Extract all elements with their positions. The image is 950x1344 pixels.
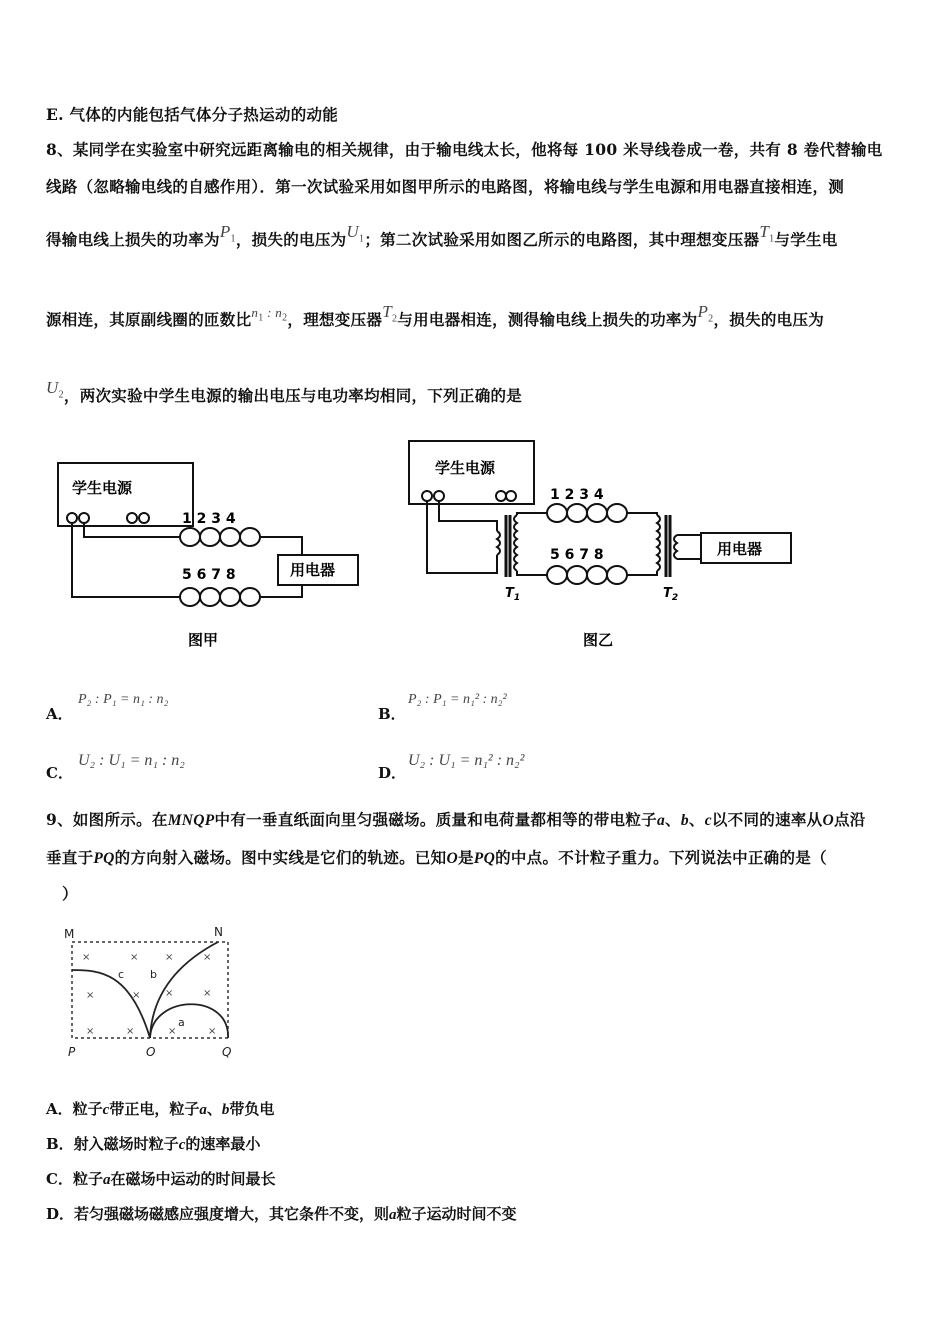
- circuit-figure-b: [405, 435, 805, 655]
- option-a-formula[interactable]: P₂ : P₁ = n₁ : n₂: [78, 692, 169, 707]
- coil-numbers-bottom: 5 6 7 8: [182, 567, 236, 583]
- figure-caption: 图乙: [583, 631, 614, 649]
- q9-line-1: 9、如图所示。在MNQP中有一垂直纸面向里匀强磁场。质量和电荷量都相等的带电粒子a、b、c以不同的速率从O点沿: [46, 810, 866, 829]
- q8-line-5: [46, 378, 523, 408]
- q9-line-3: ）: [62, 884, 78, 903]
- q8-line-2: 线路（忽略输电线的自感作用）．第一次试验采用如图甲所示的电路图，将输电线与学生电源和用电器直接相连，测: [46, 177, 845, 196]
- label-a: a: [178, 1016, 185, 1029]
- q8-text: ，理想变压器: [287, 310, 383, 329]
- t2-label: $T_2$: [663, 586, 679, 603]
- q9-option-d[interactable]: D．若匀强磁场磁感应强度增大，其它条件不变，则a粒子运动时间不变: [46, 1205, 517, 1223]
- label-b: b: [150, 968, 157, 981]
- option-d-formula[interactable]: U₂ : U₁ = n₁² : n₂²: [408, 752, 525, 769]
- option-c-formula[interactable]: U₂ : U₁ = n₁ : n₂: [78, 752, 185, 769]
- symbol-t1: $T_1$: [759, 222, 775, 245]
- circuit-figure-a: [50, 455, 370, 655]
- t1-label: $T_1$: [505, 586, 521, 603]
- figure-caption: 图甲: [188, 631, 219, 649]
- q8-text: 得输电线上损失的功率为: [46, 230, 220, 249]
- q8-text: ，损失的电压为: [713, 310, 825, 329]
- coil-numbers-bottom: 5 6 7 8: [550, 547, 604, 563]
- coil-bottom: [547, 566, 627, 584]
- symbol-ratio-n: n1 : n2: [251, 305, 288, 324]
- symbol-u1: $U_1$: [346, 222, 365, 245]
- coil-top: [180, 528, 260, 546]
- q8-line-1: 8、某同学在实验室中研究远距离输电的相关规律，由于输电线太长，他将每 100 米导线卷成一卷，共有 8 卷代替输电: [46, 140, 883, 159]
- q9-option-b[interactable]: B．射入磁场时粒子c的速率最小: [46, 1135, 261, 1153]
- load-label: 用电器: [290, 561, 336, 579]
- option-b-label[interactable]: B．: [378, 705, 406, 723]
- coil-bottom: [180, 588, 260, 606]
- label-p: P: [68, 1045, 76, 1059]
- q8-text: ，损失的电压为: [235, 230, 347, 249]
- option-b-formula[interactable]: P₂ : P₁ = n₁² : n₂²: [408, 692, 507, 707]
- q9-option-c[interactable]: C．粒子a在磁场中运动的时间最长: [46, 1170, 276, 1188]
- symbol-p1: $P_1$: [219, 222, 236, 245]
- label-o: O: [146, 1045, 156, 1059]
- source-label: 学生电源: [72, 479, 133, 497]
- magnetic-field-figure: [60, 922, 240, 1062]
- svg-text:×: ×: [82, 952, 91, 963]
- svg-text:×: ×: [168, 1026, 177, 1037]
- transformer-t2: [657, 515, 677, 577]
- label-q: Q: [222, 1045, 232, 1059]
- option-e: E. 气体的内能包括气体分子热运动的动能: [46, 105, 339, 124]
- q9-line-2: 垂直于PQ的方向射入磁场。图中实线是它们的轨迹。已知O是PQ的中点。不计粒子重力。下列说法中正确的是（: [46, 848, 827, 867]
- svg-text:×: ×: [208, 1026, 217, 1037]
- q8-text: ；第二次试验采用如图乙所示的电路图，其中理想变压器: [364, 230, 760, 249]
- q8-text: 与用电器相连，测得输电线上损失的功率为: [397, 310, 698, 329]
- coil-numbers-top: 1 2 3 4: [182, 511, 236, 527]
- load-label: 用电器: [717, 540, 763, 558]
- field-markers: [82, 952, 216, 1037]
- q9-option-a[interactable]: A．粒子c带正电，粒子a、b带负电: [46, 1100, 275, 1118]
- symbol-u2: $U_2$: [46, 378, 64, 401]
- q8-text: 源相连，其原副线圈的匝数比: [46, 310, 252, 329]
- source-label: 学生电源: [435, 459, 496, 477]
- svg-text:×: ×: [165, 952, 174, 963]
- trajectory-c: [72, 970, 150, 1038]
- svg-text:×: ×: [126, 1026, 135, 1037]
- transformer-t1: [497, 515, 517, 577]
- coil-numbers-top: 1 2 3 4: [550, 487, 604, 503]
- q8-line-3: [46, 222, 838, 252]
- svg-text:×: ×: [132, 990, 141, 1001]
- label-n: N: [214, 925, 223, 939]
- q8-text: ，两次实验中学生电源的输出电压与电功率均相同，下列正确的是: [63, 386, 523, 405]
- option-c-label[interactable]: C．: [46, 764, 73, 782]
- svg-text:×: ×: [130, 952, 139, 963]
- option-a-label[interactable]: A．: [46, 705, 73, 723]
- svg-text:×: ×: [86, 1026, 95, 1037]
- option-d-label[interactable]: D．: [378, 764, 407, 782]
- svg-text:×: ×: [203, 988, 212, 999]
- q8-line-4: [46, 302, 825, 332]
- symbol-p2: $P_2$: [697, 302, 714, 325]
- svg-text:×: ×: [165, 988, 174, 999]
- svg-text:×: ×: [203, 952, 212, 963]
- svg-text:×: ×: [86, 990, 95, 1001]
- symbol-t2: $T_2$: [382, 302, 398, 325]
- coil-top: [547, 504, 627, 522]
- q8-text: 与学生电: [774, 230, 838, 249]
- label-m: M: [64, 927, 75, 941]
- label-c: c: [118, 968, 125, 981]
